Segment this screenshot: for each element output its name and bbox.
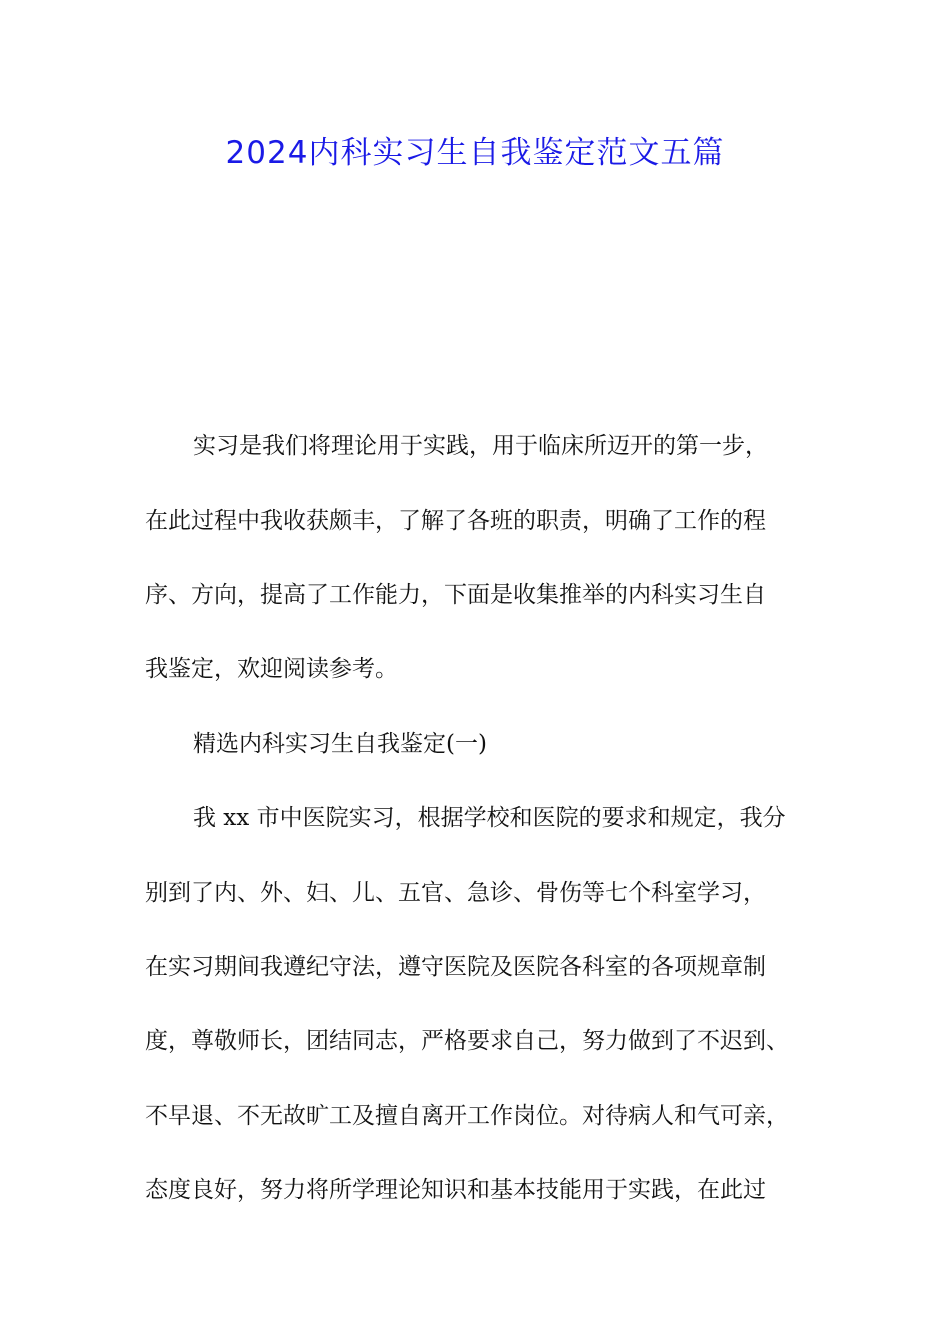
document-title: 2024内科实习生自我鉴定范文五篇	[225, 135, 725, 171]
body-line-1: 我 xx 市中医院实习，根据学校和医院的要求和规定，我分	[193, 805, 786, 831]
intro-line-1: 实习是我们将理论用于实践，用于临床所迈开的第一步，	[193, 433, 768, 459]
intro-line-3: 序、方向，提高了工作能力，下面是收集推举的内科实习生自	[145, 582, 766, 608]
body-line-4: 度，尊敬师长，团结同志，严格要求自己，努力做到了不迟到、	[145, 1028, 789, 1054]
intro-line-2: 在此过程中我收获颇丰，了解了各班的职责，明确了工作的程	[145, 508, 766, 534]
body-line-5: 不早退、不无故旷工及擅自离开工作岗位。对待病人和气可亲，	[145, 1103, 789, 1129]
section-heading: 精选内科实习生自我鉴定(一)	[193, 731, 487, 757]
body-line-2: 别到了内、外、妇、儿、五官、急诊、骨伤等七个科室学习，	[145, 880, 766, 906]
body-line-6: 态度良好，努力将所学理论知识和基本技能用于实践，在此过	[145, 1177, 766, 1203]
body-line-3: 在实习期间我遵纪守法，遵守医院及医院各科室的各项规章制	[145, 954, 766, 980]
intro-line-4: 我鉴定，欢迎阅读参考。	[145, 656, 398, 682]
